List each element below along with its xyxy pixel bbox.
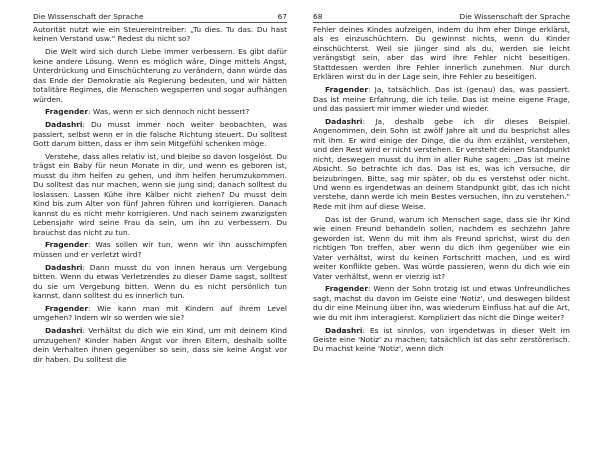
paragraph-text: : Wie kann man mit Kindern auf ihrem Level umgehen? Indem wir so werden wie sie? [33,303,287,323]
paragraph [313,326,570,354]
paragraph [33,263,287,301]
paragraph-text: : Ja, tatsächlich. Das ist (genau) das, was passiert. Das ist meine Erfahrung, die ich teile. Das ist meine eigene Frage, und das passiert mir immer wieder und wieder. [313,85,570,114]
paragraph [33,47,287,104]
right-page-header [313,12,570,23]
speaker-label: Dadashri [325,325,363,335]
paragraph-text: : Wenn der Sohn trotzig ist und etwas Unfreundliches sagt, machst du davon im Geiste eine 'Notiz', und deswegen bildest du dir eine Meinung über ihn, was wiederum Einfluss hat auf die Art, wie du mit ihm interagierst. Kompliziert das nicht die Dinge weiter? [313,284,570,322]
speaker-label: Fragender [45,107,88,117]
paragraph-text: : Was sollen wir tun, wenn wir ihn ausschimpfen müssen und er verletzt wird? [33,240,287,259]
paragraph-text: Die Welt wird sich durch Liebe immer verbessern. Es gibt dafür keine andere Lösung. Wenn es möglich wäre, Dinge mittels Angst, Unterdrückung und Einschüchterung zu verändern, dann würde das das Ende der Demokratie als Regierung bedeuten, und wir hätten totalitäre Regimes, die Menschen wegsperren und sogar aufhängen würden. [33,47,287,104]
paragraph [313,117,570,212]
speaker-label: Fragender [45,240,88,250]
paragraph-text: Autorität nutzt wie ein Steuereintreiber: „Tu dies. Tu das. Du hast keinen Verstand usw." Redest du nicht so? [33,25,287,44]
paragraph [33,152,287,237]
paragraph-text: Fehler deines Kindes aufzeigen, indem du ihm eher Dinge erklärst, als es einzuschüchtern. Du gewinnst nichts, wenn du Kinder einschüchterst. Weil sie jünger sind als du, werden sie leicht verängstigt sein, aber das wird ihre Fehler nicht beseitigen. Stattdessen werden ihre Fehler innerlich zunehmen. Nur durch Erklären wirst du in der Lage sein, ihre Fehler zu beseitigen. [313,25,570,82]
paragraph-text: : Es ist sinnlos, von irgendetwas in dieser Welt im Geiste eine 'Notiz' zu machen; tatsächlich ist das sehr zerstörerisch. Du machst keine 'Notiz', wenn dich [313,325,570,354]
page-number: 67 [277,12,287,21]
running-title: Die Wissenschaft der Sprache [33,12,144,21]
left-page [33,12,287,367]
speaker-label: Dadashri [45,120,83,130]
running-title: Die Wissenschaft der Sprache [459,12,570,21]
paragraph-text: : Verhältst du dich wie ein Kind, um mit deinem Kind umzugehen? Kinder haben Angst vor ihren Eltern, deshalb sollte dein Verhalten ihnen gegenüber so sein, dass sie keine Angst vor dir haben. Du solltest die [33,326,287,364]
speaker-label: Dadashri [45,262,83,272]
speaker-label: Fragender [325,85,368,95]
speaker-label: Dadashri [45,326,83,336]
paragraph [313,85,570,113]
paragraph-text: Verstehe, dass alles relativ ist, und bleibe so davon losgelöst. Du trägst ein Baby für neun Monate in dir, und wenn es geboren ist, musst du ihm helfen zu gehen, und ihm helfen herumzukommen. Du solltest das nur machen, wenn sie jung sind; danach solltest du loslassen. Lassen Kühe ihre Kälber nicht ziehen? Du musst dein Kind bis zum Alter von fünf Jahren führen und korrigieren. Danach kannst du es nicht mehr korrigieren. Und nach seinem zwanzigsten Lebensjahr wird seine Frau da sein, um ihn zu verbessern. Du brauchst das nicht zu tun. [33,152,287,237]
left-page-header [33,12,287,23]
speaker-label: Fragender [45,303,88,313]
paragraph-text: : Ja, deshalb gebe ich dir dieses Beispiel. Angenommen, dein Sohn ist zwölf Jahre alt und du besprichst alles mit ihm. Er wird einige der Dinge, die du ihm erzählst, verstehen, und den Rest wird er nicht verstehen. Er versteht deinen Standpunkt nicht, deswegen musst du ihm in aller Ruhe sagen: „Das ist meine Absicht. So betrachte ich das. Das ist es, was ich versuche, dir beizubringen. Bitte, sag mir später, ob du es verstehst oder nicht. Und wenn es irgendetwas an deinem Standpunkt gibt, das ich nicht verstehe, dann werde ich mein Bestes versuchen, ihn zu verstehen." Rede mit ihm auf diese Weise. [313,116,570,211]
paragraph [33,25,287,44]
paragraph-text: Das ist der Grund, warum ich Menschen sage, dass sie ihr Kind wie einen Freund behandeln sollen, nachdem es sechzehn Jahre geworden ist. Wenn du mit ihm als Freund sprichst, wirst du den richtigen Ton treffen, aber wenn du dich ihm gegenüber wie ein Vater verhältst, wirst du keinen Fortschritt machen, und es wird weiter Konflikte geben. Was würde passieren, wenn du dich wie ein Vater verhältst, wenn er vierzig ist? [313,214,570,281]
paragraph [33,107,287,116]
paragraph [33,240,287,259]
paragraph-text: : Dann musst du von innen heraus um Vergebung bitten. Wenn du etwas Verletzendes zu dieser Dame sagst, solltest du sie um Vergebung bitten. Wenn du es nicht persönlich tun kannst, dann solltest du es innerlich tun. [33,262,287,301]
paragraph-text: : Was, wenn er sich dennoch nicht bessert? [88,107,250,117]
speaker-label: Fragender [325,284,368,294]
paragraph [313,25,570,82]
speaker-label: Dadashri [325,116,363,126]
paragraph [33,326,287,364]
paragraph-text: : Du musst immer noch weiter beobachten, was passiert, selbst wenn er in die falsche Richtung steuert. Du solltest Gott darum bitten, dass er ihm sein Mitgefühl schenken möge. [33,120,287,149]
right-page-body [313,23,570,354]
left-page-body [33,23,287,364]
paragraph [33,120,287,148]
paragraph [33,304,287,323]
right-page [313,12,570,357]
page-number: 68 [313,12,323,21]
paragraph [313,284,570,322]
paragraph [313,215,570,281]
